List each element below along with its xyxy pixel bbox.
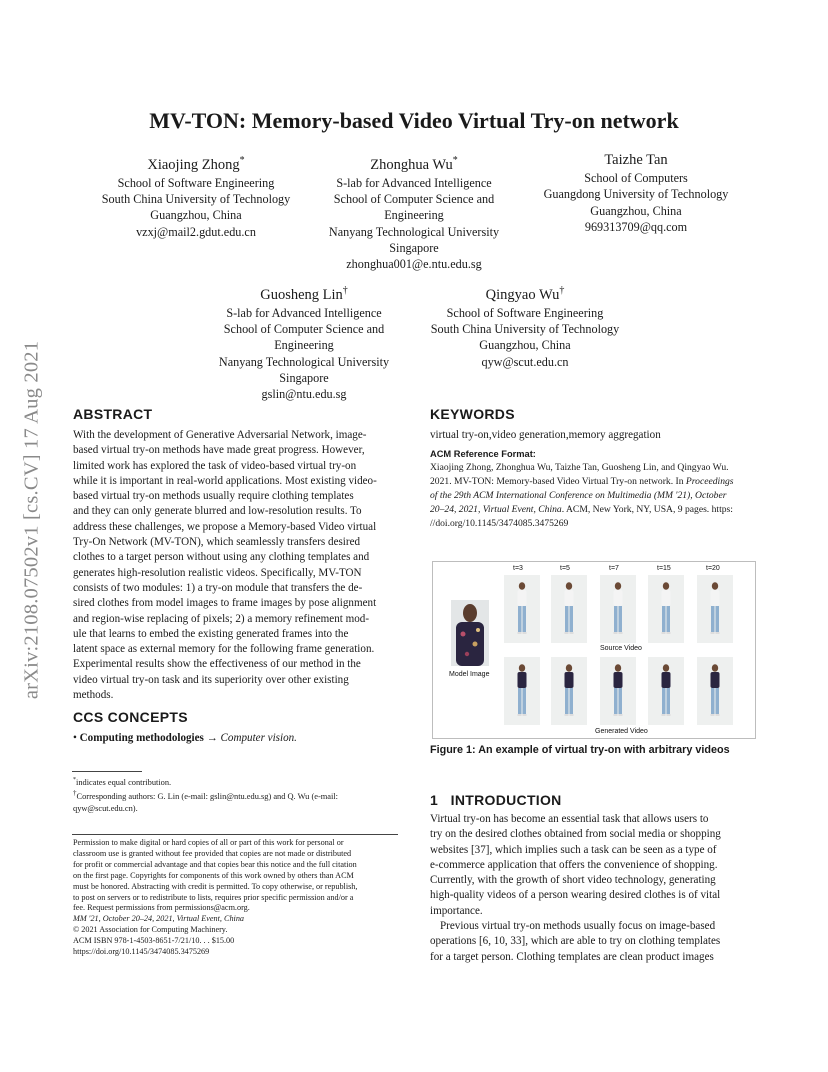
- generated-video-label: Generated Video: [595, 728, 648, 735]
- frame-label: t=3: [513, 565, 523, 572]
- abstract-line: sired clothes from model images to frame images by pose alignment: [73, 597, 377, 610]
- author-affiliation: Guangdong University of Technology: [543, 187, 729, 202]
- author-affiliation: School of Software Engineering: [446, 305, 604, 320]
- generated-frame: [600, 657, 636, 725]
- reference-doi-link[interactable]: //doi.org/10.1145/3474085.3475269: [430, 518, 569, 529]
- author-block-2: [298, 151, 530, 273]
- author-location: Guangzhou, China: [479, 338, 571, 353]
- model-person: [451, 600, 489, 666]
- footnote: qyw@scut.edu.cn).: [73, 803, 138, 813]
- author-affiliation: S-lab for Advanced Intelligence: [226, 305, 382, 320]
- source-video-label: Source Video: [600, 645, 642, 652]
- source-frame: [648, 575, 684, 643]
- abstract-heading: ABSTRACT: [73, 406, 153, 422]
- permission-line: on the first page. Copyrights for components of this work owned by others than ACM: [73, 870, 354, 880]
- abstract-line: clothes to a target person without using any clothing templates and: [73, 551, 370, 564]
- person-silhouette: [513, 663, 531, 719]
- permission-rule: [72, 834, 398, 835]
- person-silhouette: [706, 663, 724, 719]
- author-affiliation: S-lab for Advanced Intelligence: [336, 175, 492, 190]
- author-block-3: [520, 151, 752, 235]
- figure-1: [432, 561, 756, 739]
- abstract-line: while it is important in real-world applications. Most existing video-: [73, 474, 377, 487]
- person-silhouette: [560, 581, 578, 637]
- abstract-line: Try-On Network (MV-TON), which seamlessly transfers desired: [73, 536, 361, 549]
- frame-label: t=7: [609, 565, 619, 572]
- generated-frame: [648, 657, 684, 725]
- figure-caption: Figure 1: An example of virtual try-on with arbitrary videos: [430, 744, 730, 756]
- reference-text: Xiaojing Zhong, Zhonghua Wu, Taizhe Tan, Guosheng Lin, and Qingyao Wu. 2021. MV-TON: Memory-based Video Virtual Try-on network. In Proceedings of the 29th ACM International Conference on Multimedia (MM '21), October 20–24, 2021, Virtual Event, China. ACM, New York, NY, USA, 9 pages. https: //doi.org/10.1145/3474085.3475269: [430, 461, 760, 531]
- person-silhouette: [657, 663, 675, 719]
- generated-frame: [697, 657, 733, 725]
- author-name: Taizhe Tan: [604, 152, 668, 168]
- source-frame: [504, 575, 540, 643]
- frame-label: t=15: [657, 565, 671, 572]
- abstract-line: ule that learns to embed the existing generated frames into the: [73, 627, 349, 640]
- author-name: Qingyao Wu†: [485, 285, 565, 303]
- author-affiliation: Engineering: [274, 338, 334, 353]
- footnote: †Corresponding authors: G. Lin (e-mail: gslin@ntu.edu.sg) and Q. Wu (e-mail:: [73, 789, 338, 802]
- permission-line: for profit or commercial advantage and that copies bear this notice and the full citation: [73, 859, 357, 869]
- author-email: gslin@ntu.edu.sg: [261, 387, 347, 402]
- abstract-line: consists of two modules: 1) a try-on module that transfers the de-: [73, 581, 363, 594]
- author-location: Singapore: [279, 371, 329, 386]
- permission-venue: MM '21, October 20–24, 2021, Virtual Event, China: [73, 914, 245, 924]
- person-silhouette: [657, 581, 675, 637]
- source-frame: [697, 575, 733, 643]
- person-silhouette: [609, 663, 627, 719]
- model-image-label: Model Image: [449, 671, 490, 678]
- author-affiliation: School of Computer Science and: [223, 322, 385, 337]
- arxiv-stamp: [12, 280, 52, 760]
- author-block-4: [188, 281, 420, 403]
- abstract-line: generates high-resolution realistic videos. Specifically, MV-TON: [73, 566, 362, 579]
- generated-frame: [504, 657, 540, 725]
- permission-line: fee. Request permissions from permissions@acm.org.: [73, 903, 250, 913]
- source-frame: [600, 575, 636, 643]
- ccs-concept-category: Computing methodologies: [79, 732, 204, 744]
- author-email: zhonghua001@e.ntu.edu.sg: [346, 257, 482, 272]
- person-silhouette: [560, 663, 578, 719]
- permission-copyright: © 2021 Association for Computing Machinery.: [73, 925, 228, 935]
- author-block-5: [409, 281, 641, 370]
- author-affiliation: Nanyang Technological University: [328, 224, 500, 239]
- author-affiliation: Engineering: [384, 208, 444, 223]
- author-affiliation: South China University of Technology: [101, 192, 291, 207]
- author-name: Guosheng Lin†: [260, 285, 348, 303]
- permission-doi-link[interactable]: https://doi.org/10.1145/3474085.3475269: [73, 947, 210, 957]
- abstract-line: and they can only generate blurred and low-resolution results. To: [73, 505, 362, 518]
- author-location: Guangzhou, China: [150, 208, 242, 223]
- author-email: 969313709@qq.com: [584, 219, 688, 234]
- ccs-heading: CCS CONCEPTS: [73, 709, 188, 725]
- abstract-line: Experimental results show the effectiveness of our method in the: [73, 658, 361, 671]
- author-name: Xiaojing Zhong*: [147, 155, 245, 173]
- frame-label: t=5: [560, 565, 570, 572]
- intro-body: Virtual try-on has become an essential task that allows users to try on the desired clothes obtained from social media or shopping websites [37], which implies such a task can be seen as a type of e-commerce application that offers the convenience of shopping. Currently, with the growth of short video technology, generating high-quality videos of a person wearing desired clothes is of vital importance. Previous virtual try-on methods usually focus on image-based operations [6, 10, 33], which are able to try on clothing templates for a target person. Clothing templates are clean product images: [430, 813, 721, 963]
- abstract-line: methods.: [73, 689, 114, 702]
- author-affiliation: School of Software Engineering: [117, 175, 275, 190]
- person-silhouette: [609, 581, 627, 637]
- author-affiliation: Nanyang Technological University: [218, 354, 390, 369]
- author-email: vzxj@mail2.gdut.edu.cn: [136, 224, 256, 239]
- abstract-line: With the development of Generative Adversarial Network, image-: [73, 429, 367, 441]
- footnote-rule: [72, 771, 142, 772]
- abstract-line: and region-wise replacing of pixels; 2) a memory refinement mod-: [73, 612, 370, 625]
- frame-label: t=20: [706, 565, 720, 572]
- author-affiliation: School of Computer Science and: [333, 192, 495, 207]
- abstract-line: video virtual try-on task and its superiority over other existing: [73, 673, 349, 686]
- paper-title: MV-TON: Memory-based Video Virtual Try-on network: [149, 108, 679, 133]
- keywords-heading: KEYWORDS: [430, 406, 515, 422]
- abstract-body: [73, 428, 398, 703]
- footnotes: [73, 775, 401, 814]
- abstract-line: based virtual try-on methods have made great progress. However,: [73, 444, 365, 457]
- generated-frame: [551, 657, 587, 725]
- author-location: Singapore: [389, 241, 439, 256]
- arxiv-stamp-text: arXiv:2108.07502v1 [cs.CV] 17 Aug 2021: [20, 340, 43, 700]
- permission-line: Permission to make digital or hard copies of all or part of this work for personal or: [73, 838, 344, 847]
- abstract-line: address these challenges, we propose a Memory-based Video virtual: [73, 520, 377, 533]
- ccs-concept-term: Computer vision.: [220, 732, 297, 744]
- abstract-line: based virtual try-on methods usually require clothing templates: [73, 490, 354, 503]
- abstract-line: limited work has explored the task of video-based virtual try-on: [73, 459, 357, 472]
- person-silhouette: [513, 581, 531, 637]
- footnote: *indicates equal contribution.: [73, 777, 172, 787]
- intro-heading: 1 INTRODUCTION: [430, 792, 562, 808]
- permission-line: must be honored. Abstracting with credit is permitted. To copy otherwise, or republish,: [73, 881, 358, 891]
- ccs-concept: • Computing methodologies → Computer vision.: [73, 732, 297, 744]
- abstract-line: latent space as external memory for the following frame generation.: [73, 643, 375, 656]
- author-email: qyw@scut.edu.cn: [481, 354, 569, 369]
- source-frame: [551, 575, 587, 643]
- author-name: Zhonghua Wu*: [370, 155, 458, 173]
- author-affiliation: South China University of Technology: [430, 322, 620, 337]
- keywords-text: virtual try-on,video generation,memory aggregation: [430, 429, 661, 441]
- permission-line: classroom use is granted without fee provided that copies are not made or distributed: [73, 848, 352, 858]
- reference-heading: ACM Reference Format:: [430, 449, 536, 459]
- model-image: [451, 600, 489, 666]
- author-location: Guangzhou, China: [590, 203, 682, 218]
- author-block-1: [80, 151, 312, 240]
- person-silhouette: [706, 581, 724, 637]
- author-affiliation: School of Computers: [584, 171, 688, 185]
- permission-isbn: ACM ISBN 978-1-4503-8651-7/21/10. . . $15.00: [73, 936, 235, 946]
- permission-block: [73, 838, 403, 958]
- permission-line: to post on servers or to redistribute to lists, requires prior specific permission and/or a: [73, 892, 354, 902]
